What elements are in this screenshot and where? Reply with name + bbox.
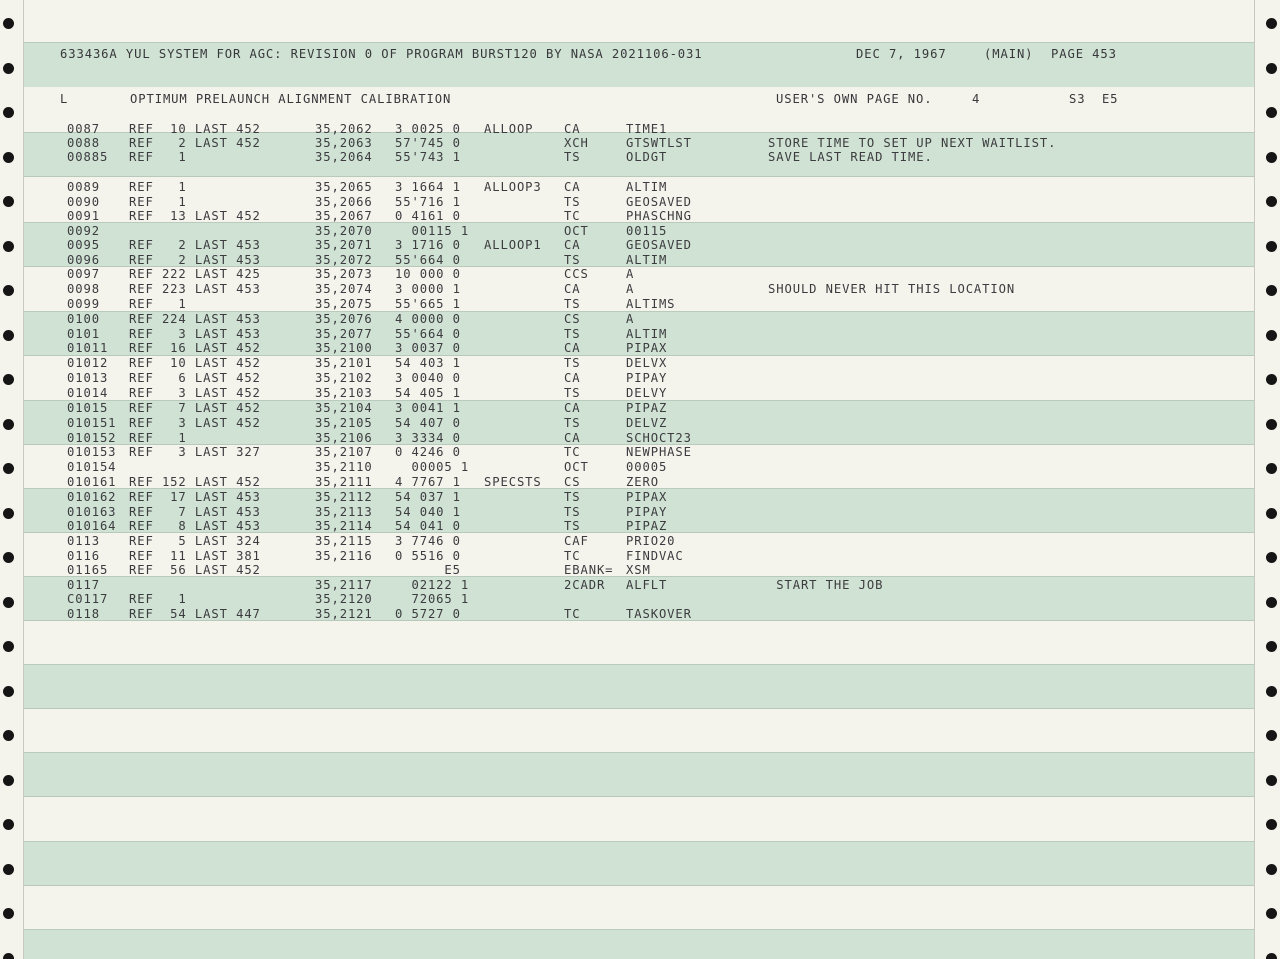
memory-address: 35,2115: [315, 534, 373, 548]
greenbar-band: [24, 752, 1254, 797]
reference-info: REF 1: [129, 195, 187, 209]
greenbar-band: [24, 841, 1254, 886]
feed-hole: [1266, 597, 1277, 608]
opcode: TS: [564, 327, 581, 341]
band-separator: [24, 796, 1254, 797]
memory-address: 35,2110: [315, 460, 373, 474]
sequence-number: 01013: [67, 371, 109, 385]
memory-address: 35,2116: [315, 549, 373, 563]
reference-info: REF 7 LAST 453: [129, 505, 261, 519]
operand: ALTIMS: [626, 297, 676, 311]
users-own-page-number: 4: [972, 92, 981, 106]
sequence-number: 0099: [67, 297, 100, 311]
reference-info: REF 1: [129, 431, 187, 445]
opcode: CA: [564, 431, 581, 445]
memory-address: 35,2103: [315, 386, 373, 400]
octal-word: 3 1716 0: [395, 238, 461, 252]
sequence-number: 010151: [67, 416, 117, 430]
listing-page-number: PAGE 453: [1051, 47, 1117, 61]
sequence-number: 0100: [67, 312, 100, 326]
feed-hole: [3, 18, 14, 29]
opcode: TS: [564, 297, 581, 311]
operand: A: [626, 282, 635, 296]
operand: DELVY: [626, 386, 668, 400]
band-separator: [24, 708, 1254, 709]
octal-word: 54 041 0: [395, 519, 461, 533]
memory-address: 35,2073: [315, 267, 373, 281]
octal-word: 55'743 1: [395, 150, 461, 164]
memory-address: 35,2106: [315, 431, 373, 445]
greenbar-band: [24, 929, 1254, 959]
feed-hole: [1266, 18, 1277, 29]
users-own-page-label: USER'S OWN PAGE NO.: [776, 92, 933, 106]
sequence-number: 01011: [67, 341, 109, 355]
location-label: ALLOOP: [484, 122, 534, 136]
operand: DELVX: [626, 356, 668, 370]
operand: FINDVAC: [626, 549, 684, 563]
sequence-number: 0097: [67, 267, 100, 281]
feed-hole: [3, 730, 14, 741]
feed-hole: [1266, 419, 1277, 430]
sequence-number: 010163: [67, 505, 117, 519]
opcode: TS: [564, 505, 581, 519]
operand: GEOSAVED: [626, 195, 692, 209]
octal-word: 0 4246 0: [395, 445, 461, 459]
octal-word: 54 037 1: [395, 490, 461, 504]
opcode: CA: [564, 371, 581, 385]
sequence-number: 010154: [67, 460, 117, 474]
feed-hole: [3, 241, 14, 252]
operand: OLDGT: [626, 150, 668, 164]
octal-word: 72065 1: [395, 592, 470, 606]
location-label: SPECSTS: [484, 475, 542, 489]
memory-address: 35,2075: [315, 297, 373, 311]
location-label: ALLOOP3: [484, 180, 542, 194]
opcode: TS: [564, 195, 581, 209]
sequence-number: 01012: [67, 356, 109, 370]
operand: A: [626, 267, 635, 281]
opcode: TS: [564, 150, 581, 164]
reference-info: REF 56 LAST 452: [129, 563, 261, 577]
memory-address: 35,2120: [315, 592, 373, 606]
octal-word: 0 4161 0: [395, 209, 461, 223]
sequence-number: 0096: [67, 253, 100, 267]
memory-address: 35,2105: [315, 416, 373, 430]
reference-info: REF 152 LAST 452: [129, 475, 261, 489]
opcode: TC: [564, 445, 581, 459]
reference-info: REF 10 LAST 452: [129, 356, 261, 370]
octal-word: 0 5516 0: [395, 549, 461, 563]
feed-hole: [1266, 196, 1277, 207]
memory-address: 35,2071: [315, 238, 373, 252]
memory-address: 35,2064: [315, 150, 373, 164]
feed-hole: [1266, 552, 1277, 563]
sequence-number: 0089: [67, 180, 100, 194]
operand: ALTIM: [626, 327, 668, 341]
memory-address: 35,2117: [315, 578, 373, 592]
operand: 00005: [626, 460, 668, 474]
sequence-number: 0091: [67, 209, 100, 223]
sequence-number: 00885: [67, 150, 109, 164]
listing-date: DEC 7, 1967: [856, 47, 947, 61]
octal-word: E5: [395, 563, 461, 577]
feed-hole: [3, 686, 14, 697]
log-section-title: OPTIMUM PRELAUNCH ALIGNMENT CALIBRATION: [130, 92, 452, 106]
operand: NEWPHASE: [626, 445, 692, 459]
feed-hole: [1266, 953, 1277, 959]
memory-address: 35,2114: [315, 519, 373, 533]
octal-word: 54 405 1: [395, 386, 461, 400]
feed-hole: [3, 196, 14, 207]
feed-hole: [1266, 864, 1277, 875]
comment: STORE TIME TO SET UP NEXT WAITLIST.: [768, 136, 1057, 150]
opcode: TS: [564, 356, 581, 370]
memory-address: 35,2077: [315, 327, 373, 341]
feed-hole: [1266, 241, 1277, 252]
sequence-number: 0088: [67, 136, 100, 150]
operand: ALTIM: [626, 253, 668, 267]
tractor-strip-edge-left: [23, 0, 24, 959]
feed-hole: [1266, 686, 1277, 697]
sequence-number: 0113: [67, 534, 100, 548]
feed-hole: [1266, 152, 1277, 163]
operand: 00115: [626, 224, 668, 238]
memory-address: 35,2101: [315, 356, 373, 370]
sequence-number: 010164: [67, 519, 117, 533]
opcode: OCT: [564, 460, 589, 474]
feed-hole: [3, 864, 14, 875]
sequence-number: 010153: [67, 445, 117, 459]
memory-address: 35,2062: [315, 122, 373, 136]
memory-address: 35,2063: [315, 136, 373, 150]
operand: PIPAZ: [626, 401, 668, 415]
opcode: EBANK=: [564, 563, 614, 577]
feed-hole: [3, 63, 14, 74]
feed-hole: [1266, 508, 1277, 519]
operand: DELVZ: [626, 416, 668, 430]
reference-info: REF 1: [129, 180, 187, 194]
opcode: CS: [564, 312, 581, 326]
reference-info: REF 8 LAST 453: [129, 519, 261, 533]
opcode: XCH: [564, 136, 589, 150]
octal-word: 3 3334 0: [395, 431, 461, 445]
feed-hole: [1266, 330, 1277, 341]
tractor-strip-edge-right: [1254, 0, 1255, 959]
octal-word: 4 7767 1: [395, 475, 461, 489]
opcode: TS: [564, 386, 581, 400]
opcode: CA: [564, 180, 581, 194]
memory-address: 35,2102: [315, 371, 373, 385]
opcode: TS: [564, 519, 581, 533]
reference-info: REF 5 LAST 324: [129, 534, 261, 548]
memory-address: 35,2072: [315, 253, 373, 267]
feed-hole: [3, 552, 14, 563]
log-section-marker: L: [60, 92, 69, 106]
feed-hole: [3, 953, 14, 959]
reference-info: REF 223 LAST 453: [129, 282, 261, 296]
reference-info: REF 3 LAST 452: [129, 416, 261, 430]
opcode: CA: [564, 282, 581, 296]
feed-hole: [1266, 641, 1277, 652]
opcode: CA: [564, 238, 581, 252]
comment: START THE JOB: [768, 578, 884, 592]
octal-word: 3 0041 1: [395, 401, 461, 415]
operand: PHASCHNG: [626, 209, 692, 223]
octal-word: 55'665 1: [395, 297, 461, 311]
feed-hole: [3, 775, 14, 786]
opcode: TS: [564, 253, 581, 267]
reference-info: REF 17 LAST 453: [129, 490, 261, 504]
operand: PIPAY: [626, 505, 668, 519]
reference-info: REF 3 LAST 453: [129, 327, 261, 341]
sequence-number: 0090: [67, 195, 100, 209]
feed-hole: [3, 463, 14, 474]
sequence-number: 010161: [67, 475, 117, 489]
reference-info: REF 1: [129, 150, 187, 164]
feed-hole: [3, 152, 14, 163]
feed-hole: [1266, 374, 1277, 385]
opcode: TS: [564, 416, 581, 430]
octal-word: 54 040 1: [395, 505, 461, 519]
octal-word: 55'664 0: [395, 253, 461, 267]
operand: TASKOVER: [626, 607, 692, 621]
operand: PIPAX: [626, 341, 668, 355]
feed-hole: [1266, 107, 1277, 118]
comment: SAVE LAST READ TIME.: [768, 150, 933, 164]
feed-hole: [1266, 819, 1277, 830]
opcode: CA: [564, 122, 581, 136]
listing-header-title: 633436A YUL SYSTEM FOR AGC: REVISION 0 OF PROGRAM BURST120 BY NASA 2021106-031: [60, 47, 703, 61]
sequence-number: 010152: [67, 431, 117, 445]
octal-word: 3 0037 0: [395, 341, 461, 355]
memory-address: 35,2067: [315, 209, 373, 223]
reference-info: REF 11 LAST 381: [129, 549, 261, 563]
feed-hole: [3, 330, 14, 341]
octal-word: 3 7746 0: [395, 534, 461, 548]
opcode: CA: [564, 341, 581, 355]
octal-word: 00005 1: [395, 460, 470, 474]
opcode: CS: [564, 475, 581, 489]
memory-address: 35,2065: [315, 180, 373, 194]
memory-address: 35,2066: [315, 195, 373, 209]
location-label: ALLOOP1: [484, 238, 542, 252]
operand: TIME1: [626, 122, 668, 136]
memory-address: 35,2113: [315, 505, 373, 519]
opcode: TC: [564, 549, 581, 563]
band-separator: [24, 176, 1254, 177]
feed-hole: [3, 597, 14, 608]
sequence-number: 0116: [67, 549, 100, 563]
opcode: 2CADR: [564, 578, 606, 592]
feed-hole: [3, 508, 14, 519]
greenbar-band: [24, 664, 1254, 709]
octal-word: 3 0025 0: [395, 122, 461, 136]
feed-hole: [3, 819, 14, 830]
band-separator: [24, 885, 1254, 886]
reference-info: REF 2 LAST 453: [129, 253, 261, 267]
octal-word: 57'745 0: [395, 136, 461, 150]
memory-address: 35,2121: [315, 607, 373, 621]
feed-hole: [3, 419, 14, 430]
sequence-number: 01014: [67, 386, 109, 400]
memory-address: 35,2112: [315, 490, 373, 504]
listing-main-label: (MAIN): [984, 47, 1034, 61]
octal-word: 0 5727 0: [395, 607, 461, 621]
opcode: TC: [564, 209, 581, 223]
operand: ALFLT: [626, 578, 668, 592]
opcode: TS: [564, 490, 581, 504]
reference-info: REF 13 LAST 452: [129, 209, 261, 223]
operand: PRIO20: [626, 534, 676, 548]
operand: GEOSAVED: [626, 238, 692, 252]
feed-hole: [3, 285, 14, 296]
sequence-number: 0101: [67, 327, 100, 341]
octal-word: 55'716 1: [395, 195, 461, 209]
opcode: TC: [564, 607, 581, 621]
opcode: OCT: [564, 224, 589, 238]
operand: A: [626, 312, 635, 326]
reference-info: REF 7 LAST 452: [129, 401, 261, 415]
sequence-number: 010162: [67, 490, 117, 504]
octal-word: 54 403 1: [395, 356, 461, 370]
feed-hole: [3, 908, 14, 919]
feed-hole: [3, 641, 14, 652]
octal-word: 3 0040 0: [395, 371, 461, 385]
sequence-number: 0087: [67, 122, 100, 136]
feed-hole: [1266, 775, 1277, 786]
reference-info: REF 6 LAST 452: [129, 371, 261, 385]
sequence-number: 01165: [67, 563, 109, 577]
memory-address: 35,2111: [315, 475, 373, 489]
bank-code: S3 E5: [1069, 92, 1119, 106]
opcode: CCS: [564, 267, 589, 281]
reference-info: REF 1: [129, 592, 187, 606]
octal-word: 55'664 0: [395, 327, 461, 341]
reference-info: REF 222 LAST 425: [129, 267, 261, 281]
memory-address: 35,2104: [315, 401, 373, 415]
octal-word: 54 407 0: [395, 416, 461, 430]
operand: PIPAX: [626, 490, 668, 504]
memory-address: 35,2070: [315, 224, 373, 238]
reference-info: REF 3 LAST 327: [129, 445, 261, 459]
octal-word: 3 0000 1: [395, 282, 461, 296]
sequence-number: 0117: [67, 578, 100, 592]
memory-address: 35,2107: [315, 445, 373, 459]
operand: ZERO: [626, 475, 659, 489]
feed-hole: [3, 107, 14, 118]
octal-word: 02122 1: [395, 578, 470, 592]
sequence-number: 0095: [67, 238, 100, 252]
memory-address: 35,2076: [315, 312, 373, 326]
reference-info: REF 1: [129, 297, 187, 311]
operand: PIPAZ: [626, 519, 668, 533]
operand: GTSWTLST: [626, 136, 692, 150]
octal-word: 3 1664 1: [395, 180, 461, 194]
operand: XSM: [626, 563, 651, 577]
feed-hole: [1266, 63, 1277, 74]
sequence-number: 01015: [67, 401, 109, 415]
feed-hole: [3, 374, 14, 385]
operand: SCHOCT23: [626, 431, 692, 445]
octal-word: 4 0000 0: [395, 312, 461, 326]
reference-info: REF 16 LAST 452: [129, 341, 261, 355]
sequence-number: 0098: [67, 282, 100, 296]
sequence-number: 0118: [67, 607, 100, 621]
operand: PIPAY: [626, 371, 668, 385]
sequence-number: C0117: [67, 592, 109, 606]
comment: SHOULD NEVER HIT THIS LOCATION: [768, 282, 1016, 296]
reference-info: REF 3 LAST 452: [129, 386, 261, 400]
reference-info: REF 54 LAST 447: [129, 607, 261, 621]
feed-hole: [1266, 285, 1277, 296]
memory-address: 35,2074: [315, 282, 373, 296]
opcode: CA: [564, 401, 581, 415]
octal-word: 00115 1: [395, 224, 470, 238]
reference-info: REF 2 LAST 453: [129, 238, 261, 252]
reference-info: REF 2 LAST 452: [129, 136, 261, 150]
feed-hole: [1266, 730, 1277, 741]
feed-hole: [1266, 463, 1277, 474]
memory-address: 35,2100: [315, 341, 373, 355]
reference-info: REF 10 LAST 452: [129, 122, 261, 136]
reference-info: REF 224 LAST 453: [129, 312, 261, 326]
octal-word: 10 000 0: [395, 267, 461, 281]
opcode: CAF: [564, 534, 589, 548]
sequence-number: 0092: [67, 224, 100, 238]
operand: ALTIM: [626, 180, 668, 194]
feed-hole: [1266, 908, 1277, 919]
